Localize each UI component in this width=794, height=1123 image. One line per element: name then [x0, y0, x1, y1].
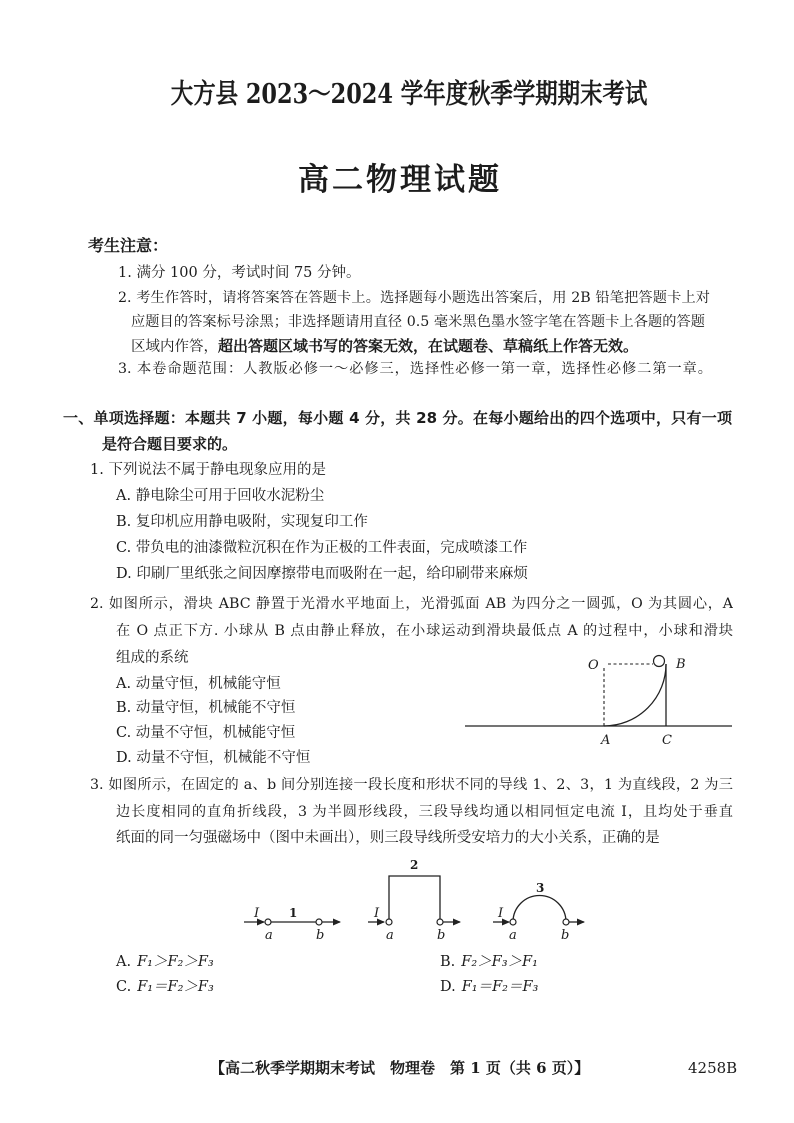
wire-3-label-b: b	[561, 928, 570, 943]
wire-1-number: 1	[289, 906, 298, 920]
wire-1-current-label: I	[254, 906, 260, 921]
option-label: B.	[440, 954, 456, 970]
question-2-figure-slider-arc	[455, 640, 745, 752]
notice-item-3: 3. 本卷命题范围：人教版必修一～必修三，选择性必修一第一章，选择性必修二第一章。	[118, 361, 712, 377]
question-3-stem-line-1: 3. 如图所示，在固定的 a、b 间分别连接一段长度和形状不同的导线 1、2、3，1 为直线段，2 为三	[90, 777, 733, 793]
wire-1-terminal-b	[316, 919, 322, 925]
label-b: B	[676, 657, 686, 672]
question-2-stem-line-2: 在 O 点正下方. 小球从 B 点由静止释放，在小球运动到滑块最低点 A 的过程中，小球和滑块	[116, 623, 733, 639]
wire-3-current-arrow-out	[577, 919, 585, 926]
wire-1-terminal-a	[265, 919, 271, 925]
label-a: A	[601, 733, 611, 748]
wire-2-segment	[389, 876, 440, 919]
wire-1-label-b: b	[316, 928, 325, 943]
wire-2-current-arrow-out	[453, 919, 461, 926]
label-c: C	[662, 733, 672, 748]
wire-3-label-a: a	[509, 928, 517, 943]
exam-title: 大方县 2023～2024 学年度秋季学期期末考试	[170, 79, 648, 110]
section-1-heading-line-1: 一、单项选择题：本题共 7 小题，每小题 4 分，共 28 分。在每小题给出的四个选项中，只有一项	[63, 409, 732, 427]
question-2-stem-line-3: 组成的系统	[116, 650, 189, 666]
option-formula: F₁＞F₂＞F₃	[137, 954, 214, 970]
wire-1-straight	[244, 906, 341, 943]
option-formula: F₂＞F₃＞F₁	[461, 954, 538, 970]
question-1-option-c: C. 带负电的油漆微粒沉积在作为正极的工件表面，完成喷漆工作	[116, 540, 528, 556]
question-3-figure-wires	[230, 855, 600, 947]
quarter-arc-ab	[604, 664, 666, 726]
option-formula: F₁＝F₂＝F₃	[461, 979, 539, 995]
wire-3-current-label: I	[498, 906, 504, 921]
label-o: O	[588, 658, 599, 673]
question-3-stem-line-2: 边长度相同的直角折线段，3 为半圆形线段，三段导线均通以相同恒定电流 I，且均处于垂直	[116, 804, 733, 820]
question-2-option-b: B. 动量守恒，机械能不守恒	[116, 700, 296, 716]
notice-item-1: 1. 满分 100 分，考试时间 75 分钟。	[118, 265, 361, 281]
option-label: C.	[116, 979, 132, 995]
question-1-option-a: A. 静电除尘可用于回收水泥粉尘	[116, 488, 325, 504]
wire-3-semicircle	[493, 881, 585, 943]
notice-item-2-line-2: 应题目的答案标号涂黑；非选择题请用直径 0.5 毫米黑色墨水签字笔在答题卡上各题的答题	[131, 314, 705, 330]
question-2-option-d: D. 动量不守恒，机械能不守恒	[116, 750, 311, 766]
notice-item-2-line-1: 2. 考生作答时，请将答案答在答题卡上。选择题每小题选出答案后，用 2B 铅笔把答题卡上对	[118, 290, 710, 306]
question-3-stem-line-3: 纸面的同一匀强磁场中（图中未画出），则三段导线所受安培力的大小关系，正确的是	[116, 830, 660, 846]
footer-page-label: 【高二秋季学期期末考试 物理卷 第 1 页（共 6 页）】	[210, 1059, 590, 1077]
option-label: A.	[116, 954, 132, 970]
wire-3-terminal-b	[563, 919, 569, 925]
option-formula: F₁＝F₂＞F₃	[137, 979, 214, 995]
question-3-option-c	[116, 976, 214, 998]
question-1-option-b: B. 复印机应用静电吸附，实现复印工作	[116, 514, 368, 530]
wire-3-terminal-a	[510, 919, 516, 925]
wire-3-number: 3	[536, 881, 545, 895]
section-1-heading-line-2: 是符合题目要求的。	[102, 435, 238, 453]
question-1-stem: 1. 下列说法不属于静电现象应用的是	[90, 462, 326, 478]
question-2-stem-line-1: 2. 如图所示，滑块 ABC 静置于光滑水平地面上，光滑弧面 AB 为四分之一圆弧，O 为其圆心，A	[90, 596, 733, 612]
question-3-option-b	[440, 951, 538, 973]
question-1-option-d: D. 印刷厂里纸张之间因摩擦带电而吸附在一起，给印刷带来麻烦	[116, 566, 528, 582]
question-3-option-a	[116, 951, 214, 973]
wire-2-number: 2	[410, 858, 419, 872]
footer-paper-code: 4258B	[688, 1059, 738, 1077]
small-ball	[654, 656, 665, 667]
wire-2-folded	[368, 858, 461, 943]
question-3-option-d	[440, 976, 538, 998]
wire-3-segment	[513, 896, 566, 923]
wire-2-terminal-b	[437, 919, 443, 925]
wire-2-label-a: a	[386, 928, 394, 943]
exam-subtitle: 高二物理试题	[298, 162, 502, 198]
wire-3-current-arrow-in	[502, 919, 510, 926]
notice-item-2-line-3-text: 区域内作答，	[131, 339, 218, 355]
exam-title-row	[24, 78, 794, 112]
exam-subtitle-row	[6, 160, 794, 200]
wire-2-current-label: I	[374, 906, 380, 921]
wire-1-label-a: a	[265, 928, 273, 943]
question-2-option-a: A. 动量守恒，机械能守恒	[116, 676, 281, 692]
notice-item-2-bold-warning: 超出答题区域书写的答案无效，在试题卷、草稿纸上作答无效。	[218, 337, 639, 355]
wire-2-terminal-a	[386, 919, 392, 925]
wire-2-label-b: b	[437, 928, 446, 943]
notice-item-2-line-3	[131, 335, 638, 357]
wire-1-current-arrow-out	[333, 919, 341, 926]
option-label: D.	[440, 979, 456, 995]
notice-heading: 考生注意：	[88, 236, 169, 255]
question-2-option-c: C. 动量不守恒，机械能守恒	[116, 725, 296, 741]
